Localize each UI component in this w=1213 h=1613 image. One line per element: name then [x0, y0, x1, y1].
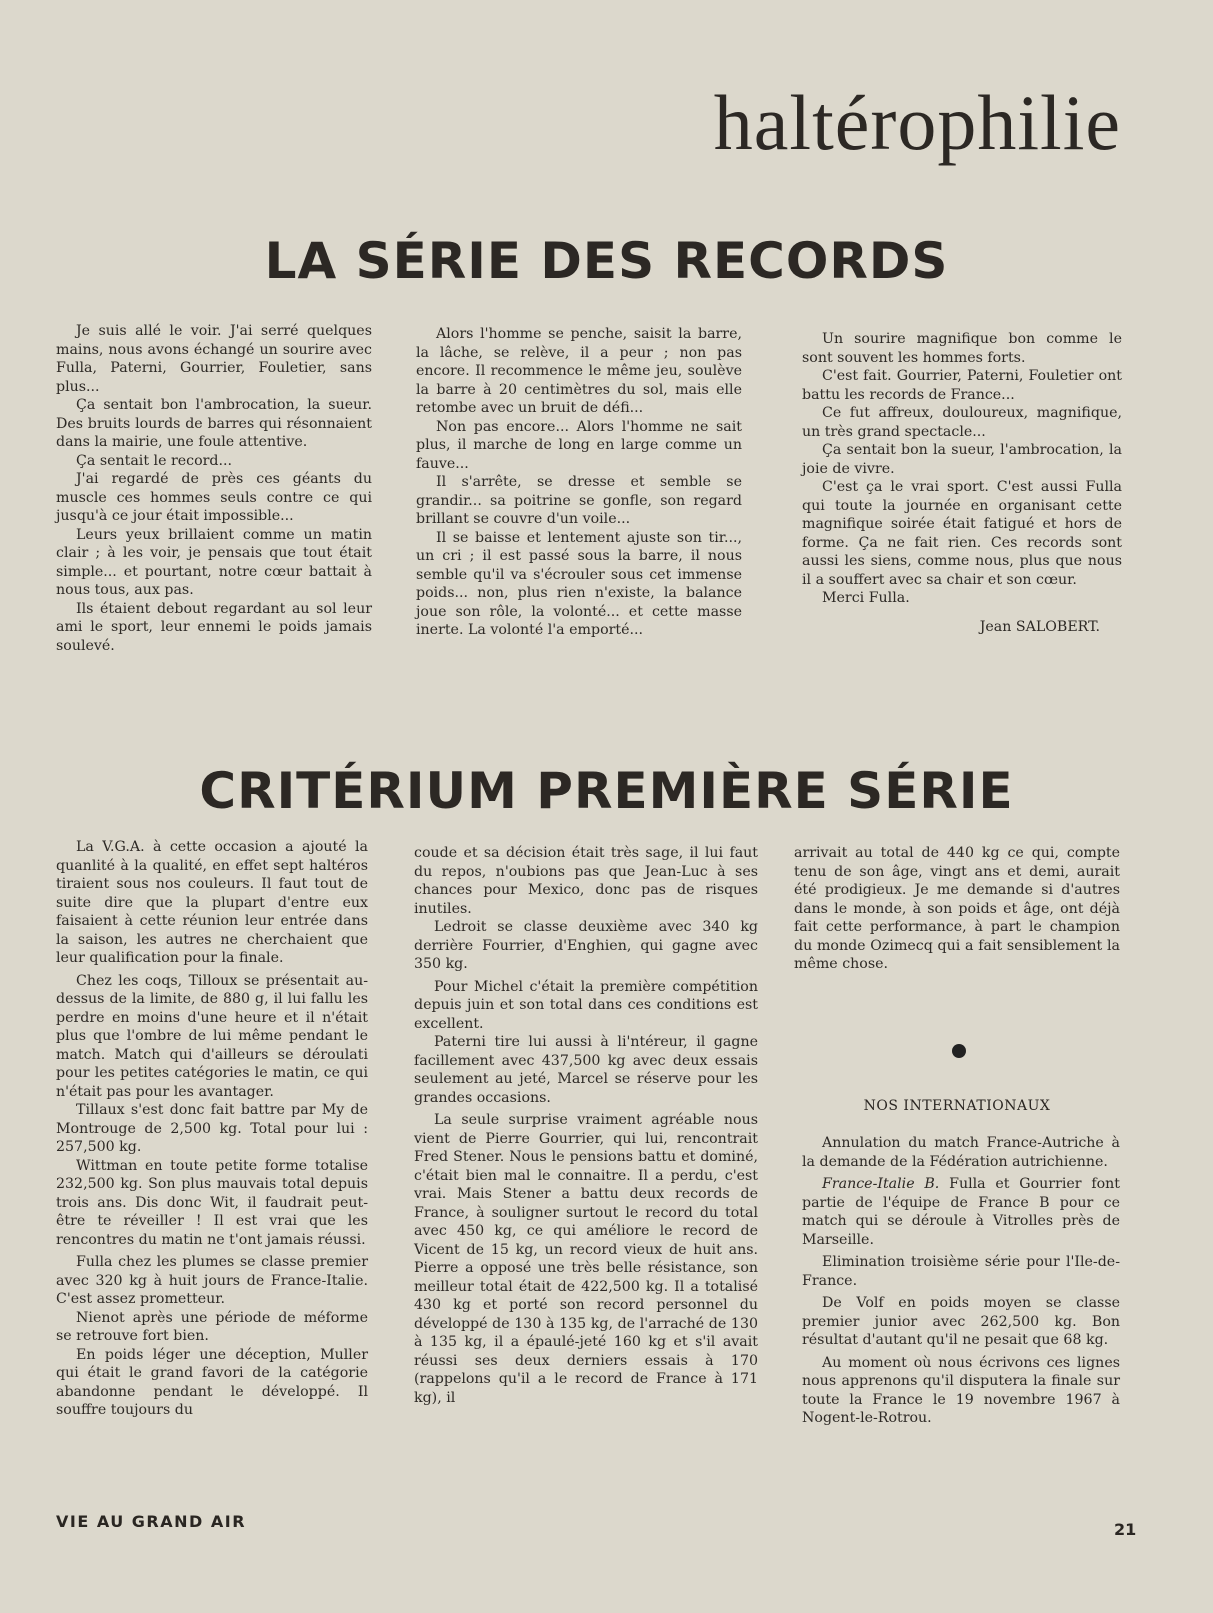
paragraph: Merci Fulla. [822, 590, 910, 606]
paragraph: Nienot après une période de méforme se retrouve fort bien. [56, 1309, 368, 1344]
article1-column-2 [416, 325, 742, 640]
article2-title: CRITÉRIUM PREMIÈRE SÉRIE [199, 762, 1014, 820]
emphasis-text: France-Italie B. [822, 1176, 940, 1192]
article2-column-3 [794, 844, 1120, 974]
paragraph: Pour Michel c'était la première compétition depuis juin et son total dans ces conditions est excellent. [414, 978, 758, 1032]
paragraph: Ça sentait le record... [76, 452, 233, 469]
paragraph: Tillaux s'est donc fait battre par My de Montrouge de 2,500 kg. Total pour lui : 257,500 kg. [56, 1102, 368, 1155]
paragraph: Chez les coqs, Tilloux se présentait au-dessus de la limite, de 880 g, il lui fallu les perdre en moins d'une heure et il n'était plus que l'ombre de lui même pendant le match. Match qui d'ailleurs se déroulati pour les petites catégories le matin, ce qui n'était pas pour les avantager. [56, 972, 368, 1100]
magazine-name: VIE AU GRAND AIR [56, 1512, 247, 1531]
paragraph: Paterni tire lui aussi à li'ntéreur, il gagne facillement avec 437,500 kg avec deux essais seulement au jeté, Marcel se réserve pour les grandes occasions. [414, 1034, 758, 1106]
paragraph: Ledroit se classe deuxième avec 340 kg derrière Fourrier, d'Enghien, qui gagne avec 350 kg. [414, 919, 758, 972]
paragraph: arrivait au total de 440 kg ce qui, compte tenu de son âge, vingt ans et demi, aurait été prodigieux. Je me demande si d'autres dans le monde, à son poids et âge, ont déjà fait cette performance, à part le champion du monde Ozimecq qui a fait sensiblement la même chose. [794, 845, 1120, 972]
paragraph: Elimination troisième série pour l'Ile-de-France. [802, 1254, 1120, 1289]
paragraph: Annulation du match France-Autriche à la demande de la Fédération autrichienne. [802, 1135, 1120, 1170]
paragraph: En poids léger une déception, Muller qui était le grand favori de la catégorie abandonne pendant le développé. Il souffre toujours du [56, 1346, 368, 1418]
section-label: haltérophilie [713, 79, 1121, 166]
paragraph: J'ai regardé de près ces géants du muscle ces hommes seuls contre ce qui jusqu'à ce jour était impossible... [56, 471, 372, 524]
paragraph: Ça sentait bon la sueur, l'ambrocation, la joie de vivre. [802, 442, 1122, 477]
nos-internationaux-column [802, 1134, 1120, 1428]
paragraph: C'est fait. Gourrier, Paterni, Fouletier ont battu les records de France... [802, 368, 1122, 403]
article2-column-2 [414, 844, 758, 1407]
paragraph: Non pas encore... Alors l'homme ne sait plus, il marche de long en large comme un fauve... [416, 418, 742, 472]
bullet-separator [952, 1044, 966, 1058]
article1-title: LA SÉRIE DES RECORDS [264, 232, 949, 290]
paragraph: Il s'arrête, se dresse et semble se grandir... sa poitrine se gonfle, son regard brillant se couvre d'un voile... [416, 474, 742, 527]
paragraph: Ils étaient debout regardant au sol leur ami le sport, leur ennemi le poids jamais soulevé. [56, 600, 372, 654]
paragraph: Wittman en toute petite forme totalise 232,500 kg. Son plus mauvais total depuis trois ans. Dis donc Wit, il faudrait peut-être te réveiller ! Il est vrai que les rencontres du matin ne t'ont jamais réussi. [56, 1157, 368, 1248]
author-signature: Jean SALOBERT. [979, 618, 1100, 635]
paragraph [802, 1175, 1120, 1249]
article1-column-1 [56, 322, 372, 655]
paragraph: Alors l'homme se penche, saisit la barre, la lâche, se relève, il a peur ; non pas encore. Il recommence le même jeu, soulève la barre à 20 centimètres du sol, mais elle retombe avec un bruit de défi... [416, 326, 742, 416]
paragraph: Ça sentait bon l'ambrocation, la sueur. Des bruits lourds de barres qui résonnaient dans la mairie, une foule attentive. [56, 397, 372, 450]
article2-column-1 [56, 838, 368, 1420]
paragraph: Je suis allé le voir. J'ai serré quelques mains, nous avons échangé un sourire avec Fulla, Paterni, Gourrier, Fouletier, sans plus... [56, 323, 372, 395]
paragraph: La V.G.A. à cette occasion a ajouté la quanlité à la qualité, en effet sept haltéros tiraient sous nos couleurs. Il faut tout de suite dire que la plupart d'entre eux faisaient à cette réunion leur entrée dans la saison, les autres ne cherchaient que leur qualification pour la finale. [56, 839, 368, 966]
paragraph: Fulla chez les plumes se classe premier avec 320 kg à huit jours de France-Italie. C'est assez prometteur. [56, 1254, 368, 1307]
paragraph: Il se baisse et lentement ajuste son tir..., un cri ; il est passé sous la barre, il nous semble qu'il va s'écrouler sous cet immense poids... non, plus rien n'existe, la balance joue son rôle, la volonté... et cette masse inerte. La volonté l'a emporté... [416, 529, 742, 638]
paragraph: Ce fut affreux, douloureux, magnifique, un très grand spectacle... [802, 405, 1122, 440]
paragraph: C'est ça le vrai sport. C'est aussi Fulla qui toute la journée en organisant cette magnifique soirée était fatigué et hors de forme. Ça ne fait rien. Ces records sont aussi les siens, comme nous, plus que nous il a souffert avec sa chair et son cœur. [802, 479, 1122, 588]
article1-column-3 [802, 330, 1122, 636]
paragraph: De Volf en poids moyen se classe premier junior avec 262,500 kg. Bon résultat d'autant qu'il ne pesait que 68 kg. [802, 1295, 1120, 1348]
paragraph: La seule surprise vraiment agréable nous vient de Pierre Gourrier, qui lui, rencontrait Fred Stener. Nous le pensions battu et dominé, c'était bien mal le connaitre. Il a perdu, c'est vrai. Mais Stener a battu deux records de France, à souligner surtout le record du total avec 450 kg, ce qui améliore le record de Vicent de 15 kg, un record vieux de huit ans. Pierre a opposé une très belle résistance, son meilleur total était de 422,500 kg. Il a totalisé 430 kg et porté son record personnel du développé de 130 à 135 kg, de l'arraché de 130 à 135 kg, il a épaulé-jeté 160 kg et s'il avait réussi ses deux derniers essais à 170 (rappelons qu'il a le record de France à 171 kg), il [414, 1112, 758, 1406]
paragraph: Au moment où nous écrivons ces lignes nous apprenons qu'il disputera la finale sur toute la France le 19 novembre 1967 à Nogent-le-Rotrou. [802, 1354, 1120, 1426]
nos-internationaux-title: NOS INTERNATIONAUX [863, 1098, 1051, 1114]
page-number: 21 [1114, 1520, 1137, 1539]
paragraph: coude et sa décision était très sage, il lui faut du repos, n'oubions pas que Jean-Luc à ses chances pour Mexico, donc pas de risques inutiles. [414, 845, 758, 917]
paragraph: Leurs yeux brillaient comme un matin clair ; à les voir, je pensais que tout était simple... et pourtant, notre cœur battait à nous tous, aux pas. [56, 526, 372, 598]
paragraph: Un sourire magnifique bon comme le sont souvent les hommes forts. [802, 331, 1122, 366]
paragraph-text: Fulla et Gourrier font partie de l'équipe de France B pour ce match qui se déroule à Vitrolles près de Marseille. [802, 1176, 1121, 1248]
